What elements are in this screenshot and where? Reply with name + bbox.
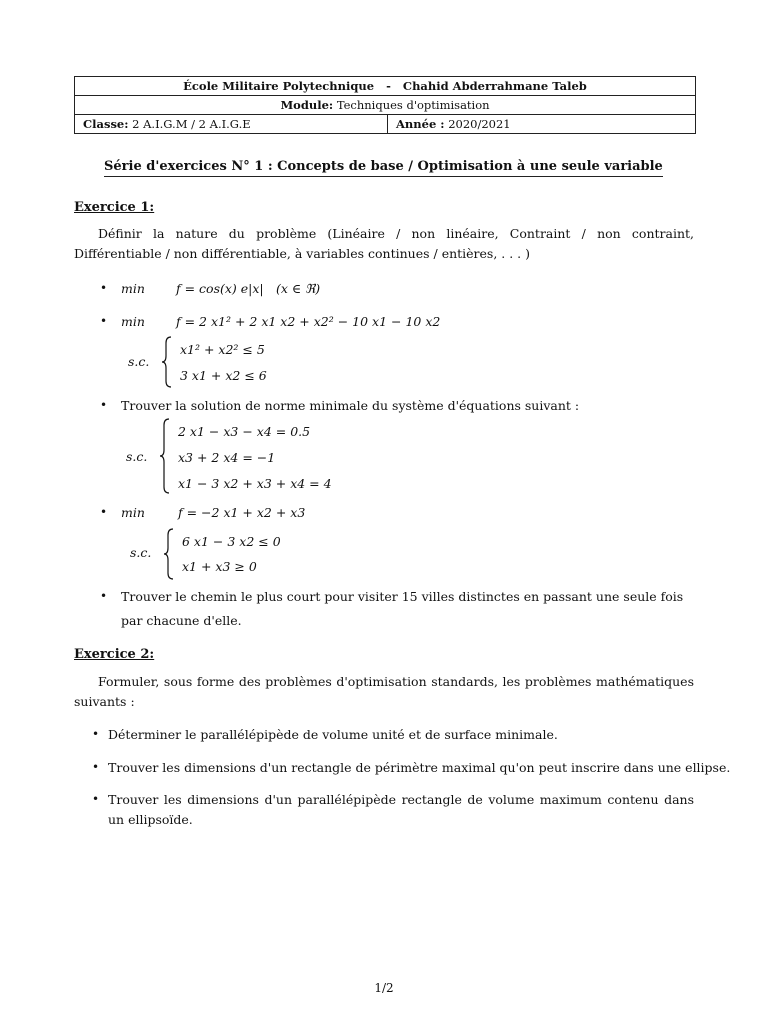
header-year-cell (388, 115, 696, 134)
bullet-5: • (100, 589, 108, 603)
ex2-item-2: Trouver les dimensions d'un rectangle de périmètre maximal qu'on peut inscrire dans une ellipse. (108, 760, 731, 775)
p4-sc-label: s.c. (130, 545, 152, 560)
p3-equation-1: 2 x1 − x3 − x4 = 0.5 (178, 424, 311, 439)
p5-line-1: Trouver le chemin le plus court pour visiter 15 villes distinctes en passant une seule fois (121, 589, 684, 604)
p3-sc-label: s.c. (126, 449, 148, 464)
module-value: Techniques d'optimisation (336, 98, 490, 112)
ex2-bullet-3: • (92, 792, 100, 806)
p3-equation-2: x3 + 2 x4 = −1 (178, 450, 276, 465)
p2-brace (162, 336, 172, 388)
p3-text: Trouver la solution de norme minimale du système d'équations suivant : (121, 398, 580, 413)
bullet-2: • (100, 314, 108, 328)
ex2-item-1: Déterminer le parallélépipède de volume unité et de surface minimale. (108, 727, 558, 742)
p5-line-2: par chacune d'elle. (121, 613, 242, 628)
p2-objective: f = 2 x1² + 2 x1 x2 + x2² − 10 x1 − 10 x2 (176, 314, 441, 329)
p4-brace (164, 528, 174, 580)
p3-brace (160, 418, 170, 494)
exercice1-intro (74, 224, 694, 264)
p4-constraint-1: 6 x1 − 3 x2 ≤ 0 (182, 534, 281, 549)
p1-objective: f = cos(x) e|x| (176, 281, 264, 296)
bullet-4: • (100, 505, 108, 519)
ex2-bullet-1: • (92, 727, 100, 741)
p4-objective: f = −2 x1 + x2 + x3 (178, 505, 306, 520)
p2-min-label: min (121, 314, 145, 329)
ex2-item-3: Trouver les dimensions d'un parallélépipède rectangle de volume maximum contenu dans un ellipsoïde. (108, 792, 694, 827)
p1-min-label: min (121, 281, 145, 296)
p3-equation-3: x1 − 3 x2 + x3 + x4 = 4 (178, 476, 332, 491)
serie-title: Série d'exercices N° 1 : Concepts de base / Optimisation à une seule variable (104, 159, 663, 177)
class-label: Classe: (83, 117, 129, 131)
header-school-row (75, 77, 696, 96)
year-value: 2020/2021 (448, 117, 511, 131)
page-number: 1/2 (374, 981, 394, 995)
exercice1-intro-text: Définir la nature du problème (Linéaire / non linéaire, Contraint / non contraint, Différentiable / non différentiable, à variables continues / entières, . . . ) (74, 226, 694, 261)
p4-constraint-2: x1 + x3 ≥ 0 (182, 559, 257, 574)
p2-sc-label: s.c. (128, 354, 150, 369)
author-name: Chahid Abderrahmane Taleb (402, 79, 587, 93)
exercice2-intro (74, 672, 694, 712)
p2-constraint-1: x1² + x2² ≤ 5 (180, 342, 265, 357)
ex2-bullet-2: • (92, 760, 100, 774)
p2-constraint-2: 3 x1 + x2 ≤ 6 (180, 368, 267, 383)
school-name: École Militaire Polytechnique (183, 79, 375, 93)
p1-domain: (x ∈ ℜ) (276, 281, 321, 296)
exercice2-title: Exercice 2: (74, 647, 155, 662)
exercice1-title: Exercice 1: (74, 200, 155, 215)
header-table (74, 76, 696, 134)
header-class-cell (75, 115, 388, 134)
bullet-1: • (100, 281, 108, 295)
year-label: Année : (396, 117, 445, 131)
header-module-row (75, 96, 696, 115)
p4-min-label: min (121, 505, 145, 520)
module-label: Module: (280, 98, 334, 112)
bullet-3: • (100, 398, 108, 412)
class-value: 2 A.I.G.M / 2 A.I.G.E (132, 117, 251, 131)
header-separator: - (386, 79, 391, 93)
exercice2-intro-text: Formuler, sous forme des problèmes d'optimisation standards, les problèmes mathématiques suivants : (74, 674, 694, 709)
